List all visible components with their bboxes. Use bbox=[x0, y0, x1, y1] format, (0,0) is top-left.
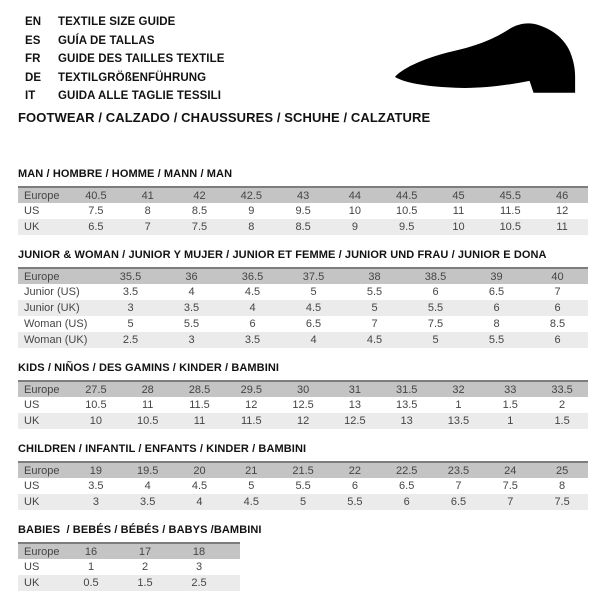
size-cell: 4 bbox=[310, 334, 317, 346]
size-cell: 5.5 bbox=[183, 318, 200, 330]
size-section-junior-woman bbox=[18, 249, 588, 348]
size-cell: 6 bbox=[554, 334, 561, 346]
table-row bbox=[18, 300, 588, 316]
size-cell: 4.5 bbox=[366, 334, 383, 346]
size-cell: 5.5 bbox=[488, 334, 505, 346]
size-cell: 29.5 bbox=[240, 383, 262, 396]
size-cell: 1 bbox=[455, 399, 462, 411]
size-cell: 36 bbox=[185, 270, 198, 283]
size-cell: 40 bbox=[551, 270, 564, 283]
size-cell: 5 bbox=[248, 480, 255, 492]
size-cell: 7.5 bbox=[191, 221, 208, 233]
section-title-children: CHILDREN / INFANTIL / ENFANTS / KINDER / BAMBINI bbox=[18, 443, 307, 455]
size-cell: 4.5 bbox=[243, 496, 259, 508]
size-cell: 2.5 bbox=[191, 577, 207, 589]
size-cell: 8.5 bbox=[295, 221, 311, 233]
size-section-kids bbox=[18, 362, 588, 429]
row-label: Europe bbox=[24, 545, 60, 558]
size-cell: 37.5 bbox=[302, 270, 325, 283]
table-row bbox=[18, 203, 588, 219]
size-cell: 4.5 bbox=[244, 286, 261, 298]
size-cell: 6 bbox=[432, 286, 439, 298]
size-cell: 11 bbox=[141, 399, 154, 411]
language-row-it bbox=[25, 87, 225, 106]
language-code: FR bbox=[25, 53, 41, 65]
row-label: UK bbox=[24, 415, 40, 427]
size-cell: 1.5 bbox=[554, 415, 570, 427]
size-cell: 6.5 bbox=[88, 221, 104, 233]
size-cell: 5.5 bbox=[347, 496, 363, 508]
row-label: Europe bbox=[24, 270, 60, 283]
size-cell: 2.5 bbox=[122, 334, 139, 346]
size-cell: 8 bbox=[248, 221, 255, 233]
table-row bbox=[18, 413, 588, 429]
row-label: US bbox=[24, 399, 40, 411]
size-cell: 28.5 bbox=[188, 383, 211, 396]
size-cell: 13 bbox=[348, 399, 361, 411]
table-row bbox=[18, 494, 588, 510]
language-list bbox=[25, 13, 225, 106]
size-cell: 12.5 bbox=[344, 415, 366, 427]
size-cell: 45.5 bbox=[499, 189, 521, 202]
table-row bbox=[18, 268, 588, 284]
size-cell: 44.5 bbox=[395, 189, 418, 202]
size-cell: 27.5 bbox=[85, 383, 107, 396]
size-cell: 3.5 bbox=[88, 480, 104, 492]
row-label: UK bbox=[24, 221, 40, 233]
size-cell: 35.5 bbox=[119, 270, 142, 283]
size-cell: 5 bbox=[300, 496, 307, 508]
size-cell: 41 bbox=[141, 189, 154, 202]
size-cell: 7.5 bbox=[427, 318, 444, 330]
size-cell: 16 bbox=[84, 545, 98, 558]
size-cell: 1 bbox=[507, 415, 514, 427]
row-label: US bbox=[24, 205, 40, 217]
size-cell: 7 bbox=[455, 480, 462, 492]
language-code: ES bbox=[25, 34, 41, 47]
size-cell: 31.5 bbox=[395, 383, 418, 396]
table-row bbox=[18, 284, 588, 300]
language-label: GUÍA DE TALLAS bbox=[58, 34, 155, 47]
size-cell: 9 bbox=[248, 205, 255, 217]
size-cell: 12 bbox=[245, 399, 258, 411]
size-cell: 1.5 bbox=[502, 399, 518, 411]
size-sections bbox=[18, 168, 588, 591]
size-cell: 19.5 bbox=[136, 464, 159, 477]
size-cell: 8 bbox=[144, 205, 151, 217]
size-cell: 42 bbox=[193, 189, 206, 202]
size-cell: 11 bbox=[193, 415, 206, 427]
size-cell: 5 bbox=[371, 302, 378, 314]
size-cell: 12 bbox=[296, 415, 310, 427]
size-cell: 21 bbox=[245, 464, 258, 477]
size-cell: 5 bbox=[432, 334, 439, 346]
row-label: Junior (US) bbox=[24, 286, 80, 298]
size-cell: 3 bbox=[188, 334, 195, 346]
size-cell: 10.5 bbox=[85, 399, 107, 411]
language-label: TEXTILE SIZE GUIDE bbox=[58, 16, 176, 28]
size-cell: 1 bbox=[87, 561, 95, 573]
size-table-babies bbox=[18, 542, 240, 591]
size-cell: 39 bbox=[490, 270, 503, 283]
language-row-es bbox=[25, 32, 225, 51]
size-cell: 11.5 bbox=[499, 205, 521, 217]
category-line: FOOTWEAR / CALZADO / CHAUSSURES / SCHUHE / CALZATURE bbox=[18, 110, 431, 125]
size-cell: 10 bbox=[452, 221, 465, 233]
size-cell: 7.5 bbox=[88, 205, 104, 217]
size-cell: 10 bbox=[89, 415, 103, 427]
size-cell: 8 bbox=[493, 318, 500, 330]
size-cell: 4 bbox=[249, 302, 256, 314]
table-row bbox=[18, 397, 588, 413]
size-cell: 3.5 bbox=[122, 286, 139, 298]
language-label: TEXTILGRÖßENFÜHRUNG bbox=[58, 71, 207, 84]
size-cell: 2 bbox=[141, 561, 149, 573]
size-cell: 18 bbox=[192, 545, 206, 558]
size-cell: 11 bbox=[556, 221, 568, 233]
size-cell: 17 bbox=[138, 545, 152, 558]
size-cell: 33 bbox=[504, 383, 517, 396]
size-cell: 6 bbox=[403, 496, 410, 508]
size-cell: 10.5 bbox=[136, 415, 159, 427]
size-cell: 6.5 bbox=[305, 318, 322, 330]
size-cell: 6.5 bbox=[488, 286, 505, 298]
size-cell: 25 bbox=[555, 464, 569, 477]
size-cell: 46 bbox=[555, 189, 569, 202]
size-cell: 9.5 bbox=[399, 221, 415, 233]
filler-cell bbox=[226, 543, 240, 559]
size-cell: 5 bbox=[310, 286, 317, 298]
size-cell: 22.5 bbox=[395, 464, 418, 477]
size-cell: 38 bbox=[368, 270, 381, 283]
size-cell: 6 bbox=[554, 302, 561, 314]
size-cell: 44 bbox=[348, 189, 361, 202]
size-cell: 4.5 bbox=[191, 480, 208, 492]
size-cell: 22 bbox=[348, 464, 361, 477]
size-cell: 5 bbox=[127, 318, 134, 330]
size-cell: 2 bbox=[559, 399, 566, 411]
size-cell: 6.5 bbox=[450, 496, 467, 508]
size-cell: 5.5 bbox=[366, 286, 383, 298]
size-cell: 40.5 bbox=[85, 189, 107, 202]
row-label: Europe bbox=[24, 383, 60, 396]
size-cell: 3 bbox=[92, 496, 99, 508]
size-cell: 28 bbox=[141, 383, 154, 396]
row-label: Europe bbox=[24, 189, 60, 202]
size-cell: 3 bbox=[195, 561, 203, 573]
size-cell: 42.5 bbox=[240, 189, 262, 202]
size-cell: 7 bbox=[507, 496, 514, 508]
size-cell: 7.5 bbox=[554, 496, 570, 508]
size-cell: 3.5 bbox=[140, 496, 156, 508]
language-row-en bbox=[25, 13, 225, 32]
language-code: DE bbox=[25, 71, 42, 84]
size-section-man bbox=[18, 168, 588, 235]
size-cell: 7.5 bbox=[502, 480, 518, 492]
size-cell: 7 bbox=[371, 318, 378, 330]
size-cell: 9 bbox=[351, 221, 358, 233]
row-label: UK bbox=[24, 577, 40, 589]
table-row bbox=[18, 478, 588, 494]
size-cell: 7 bbox=[554, 286, 561, 298]
language-row-de bbox=[25, 69, 225, 88]
size-section-babies bbox=[18, 524, 588, 591]
row-label: Woman (US) bbox=[24, 318, 88, 330]
table-row bbox=[18, 187, 588, 203]
size-cell: 31 bbox=[348, 383, 361, 396]
size-cell: 11.5 bbox=[189, 399, 210, 411]
table-row bbox=[18, 543, 240, 559]
size-cell: 3.5 bbox=[244, 334, 261, 346]
section-title-babies: BABIES / BEBÉS / BÉBÉS / BABYS /BAMBINI bbox=[18, 524, 262, 536]
size-cell: 32 bbox=[452, 383, 465, 396]
size-table-man bbox=[18, 186, 588, 235]
size-cell: 19 bbox=[89, 464, 103, 477]
shoe-icon bbox=[388, 20, 586, 108]
table-row bbox=[18, 462, 588, 478]
size-cell: 10 bbox=[348, 205, 361, 217]
section-title-junior-woman: JUNIOR & WOMAN / JUNIOR Y MUJER / JUNIOR ET FEMME / JUNIOR UND FRAU / JUNIOR E DONA bbox=[18, 249, 547, 261]
row-label: UK bbox=[24, 496, 40, 508]
size-cell: 6 bbox=[493, 302, 500, 314]
size-table-kids bbox=[18, 380, 588, 429]
size-table-junior-woman bbox=[18, 267, 588, 348]
size-table-children bbox=[18, 461, 588, 510]
size-cell: 11 bbox=[452, 205, 465, 217]
table-row bbox=[18, 559, 240, 575]
size-cell: 3 bbox=[127, 302, 134, 314]
table-row bbox=[18, 381, 588, 397]
size-cell: 20 bbox=[193, 464, 206, 477]
language-label: GUIDA ALLE TAGLIE TESSILI bbox=[58, 90, 222, 102]
size-cell: 11.5 bbox=[240, 415, 262, 427]
size-cell: 6 bbox=[351, 480, 358, 492]
row-label: Junior (UK) bbox=[24, 302, 80, 314]
size-cell: 5.5 bbox=[295, 480, 311, 492]
size-cell: 12.5 bbox=[292, 399, 314, 411]
size-cell: 38.5 bbox=[424, 270, 447, 283]
size-cell: 9.5 bbox=[295, 205, 311, 217]
size-cell: 43 bbox=[296, 189, 310, 202]
language-label: GUIDE DES TAILLES TEXTILE bbox=[58, 53, 225, 65]
row-label: Europe bbox=[24, 464, 60, 477]
size-cell: 13 bbox=[400, 415, 413, 427]
row-label: US bbox=[24, 561, 40, 573]
table-row bbox=[18, 575, 240, 591]
size-cell: 0.5 bbox=[83, 577, 99, 589]
section-title-kids: KIDS / NIÑOS / DES GAMINS / KINDER / BAMBINI bbox=[18, 362, 280, 374]
size-cell: 1.5 bbox=[137, 577, 153, 589]
size-cell: 6 bbox=[249, 318, 256, 330]
size-cell: 30 bbox=[296, 383, 310, 396]
row-label: US bbox=[24, 480, 40, 492]
size-cell: 21.5 bbox=[292, 464, 314, 477]
size-cell: 8 bbox=[559, 480, 566, 492]
table-row bbox=[18, 332, 588, 348]
filler-cell bbox=[226, 575, 240, 591]
filler-cell bbox=[226, 559, 240, 575]
size-cell: 10.5 bbox=[395, 205, 418, 217]
size-cell: 10.5 bbox=[499, 221, 521, 233]
size-cell: 7 bbox=[144, 221, 151, 233]
size-cell: 4 bbox=[144, 480, 151, 492]
size-cell: 8.5 bbox=[191, 205, 208, 217]
size-cell: 5.5 bbox=[427, 302, 444, 314]
size-cell: 24 bbox=[504, 464, 517, 477]
size-cell: 4 bbox=[196, 496, 203, 508]
language-row-fr bbox=[25, 50, 225, 69]
size-cell: 23.5 bbox=[447, 464, 470, 477]
size-cell: 45 bbox=[452, 189, 465, 202]
size-cell: 36.5 bbox=[241, 270, 264, 283]
size-cell: 33.5 bbox=[551, 383, 573, 396]
size-cell: 4 bbox=[188, 286, 195, 298]
row-label: Woman (UK) bbox=[24, 334, 88, 346]
size-cell: 8.5 bbox=[549, 318, 566, 330]
table-row bbox=[18, 219, 588, 235]
size-cell: 3.5 bbox=[183, 302, 200, 314]
language-code: EN bbox=[25, 16, 42, 28]
size-cell: 13.5 bbox=[395, 399, 418, 411]
section-title-man: MAN / HOMBRE / HOMME / MANN / MAN bbox=[18, 168, 233, 180]
size-cell: 12 bbox=[555, 205, 569, 217]
size-cell: 6.5 bbox=[399, 480, 415, 492]
size-cell: 4.5 bbox=[305, 302, 322, 314]
size-section-children bbox=[18, 443, 588, 510]
table-row bbox=[18, 316, 588, 332]
size-cell: 13.5 bbox=[447, 415, 470, 427]
language-code: IT bbox=[25, 90, 36, 102]
